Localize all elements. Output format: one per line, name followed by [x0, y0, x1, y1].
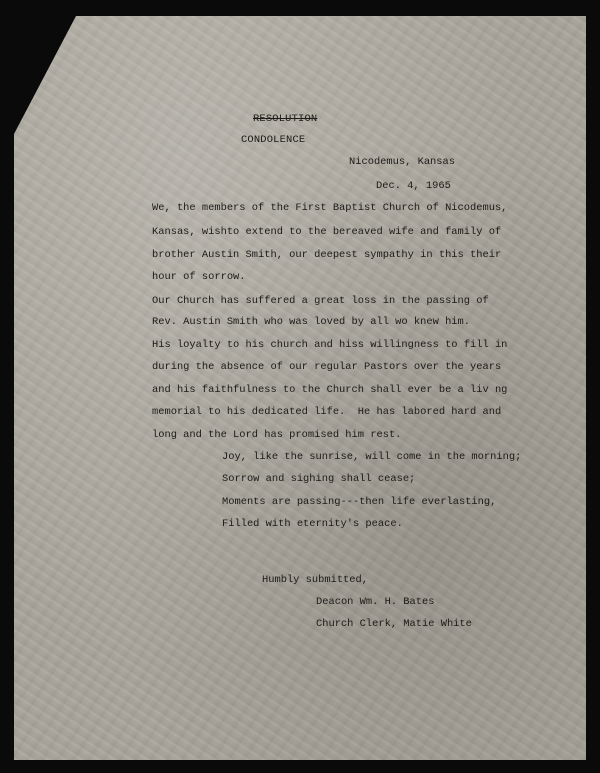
body-line: hour of sorrow. — [152, 271, 246, 283]
date-line: Dec. 4, 1965 — [376, 180, 451, 192]
body-line: brother Austin Smith, our deepest sympathy in this their — [152, 249, 502, 261]
verse-line: Joy, like the sunrise, will come in the morning; — [222, 451, 522, 463]
verse-line: Moments are passing---then life everlasting, — [222, 496, 497, 508]
signature-line: Church Clerk, Matie White — [316, 618, 472, 630]
place-line: Nicodemus, Kansas — [349, 156, 456, 168]
body-line: His loyalty to his church and hiss willingness to fill in — [152, 339, 508, 351]
body-line: Our Church has suffered a great loss in the passing of — [152, 295, 489, 307]
body-line: memorial to his dedicated life. He has labored hard and — [152, 406, 502, 418]
verse-line: Filled with eternity's peace. — [222, 518, 403, 530]
closing-line: Humbly submitted, — [262, 574, 369, 586]
body-line: long and the Lord has promised him rest. — [152, 429, 402, 441]
signature-line: Deacon Wm. H. Bates — [316, 596, 435, 608]
body-line: Kansas, wishto extend to the bereaved wife and family of — [152, 226, 502, 238]
verse-line: Sorrow and sighing shall cease; — [222, 473, 416, 485]
document-heading: CONDOLENCE — [241, 134, 306, 146]
body-line: Rev. Austin Smith who was loved by all wo knew him. — [152, 316, 471, 328]
body-line: We, the members of the First Baptist Church of Nicodemus, — [152, 202, 508, 214]
body-line: and his faithfulness to the Church shall ever be a liv ng — [152, 384, 508, 396]
body-line: during the absence of our regular Pastors over the years — [152, 361, 502, 373]
struck-heading: RESOLUTION — [253, 113, 318, 125]
